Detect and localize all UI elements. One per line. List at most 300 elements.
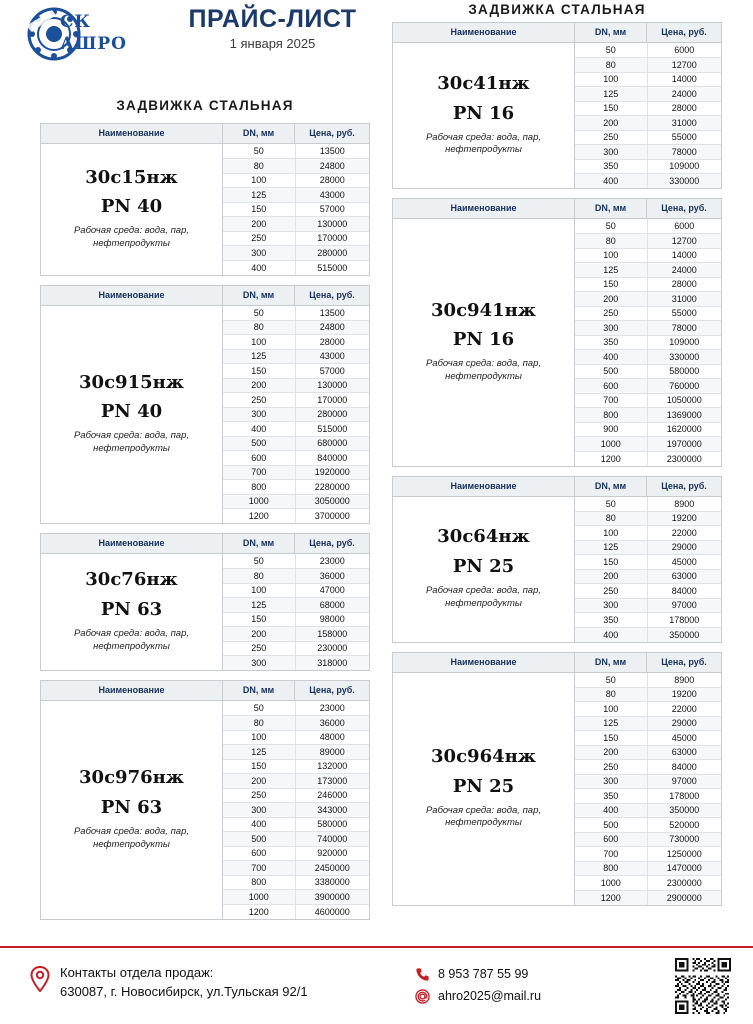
table-row [575,598,721,613]
cell-dn: 200 [575,292,647,307]
table-row [575,540,721,555]
cell-price: 98000 [295,612,369,627]
cell-dn: 700 [575,393,647,408]
cell-dn: 350 [575,613,647,628]
product-block [40,533,370,671]
cell-dn: 50 [575,673,647,688]
product-label-cell [41,306,223,524]
table-row [575,335,721,350]
cell-price: 29000 [647,540,721,555]
cell-dn: 80 [223,569,295,584]
cell-dn: 50 [223,701,295,716]
table-row [575,263,721,278]
product-price-table [575,43,721,188]
cell-price: 31000 [647,292,721,307]
product-media-text: Рабочая среда: вода, пар, нефтепродукты [73,825,190,850]
cell-price: 28000 [295,335,369,350]
cell-dn: 50 [223,306,295,321]
cell-price: 57000 [295,364,369,379]
cell-price: 13500 [295,144,369,159]
cell-price: 28000 [647,277,721,292]
cell-dn: 250 [575,760,647,775]
cell-price: 55000 [647,130,721,145]
product-pressure-rating: PN 16 [452,329,515,351]
table-row [575,760,721,775]
product-model: 30с915нж [79,371,184,393]
cell-dn: 150 [223,612,295,627]
cell-price: 19200 [647,687,721,702]
cell-dn: 125 [223,598,295,613]
cell-price: 78000 [647,145,721,160]
table-header-row [41,124,369,144]
table-row [223,349,369,364]
table-row [575,292,721,307]
cell-dn: 200 [575,745,647,760]
table-row [575,731,721,746]
cell-price: 740000 [295,832,369,847]
cell-dn: 50 [575,497,647,512]
table-row [223,159,369,174]
cell-price: 760000 [647,379,721,394]
cell-dn: 200 [223,774,295,789]
product-body-row [393,497,721,642]
cell-price: 1920000 [295,465,369,480]
cell-price: 43000 [295,188,369,203]
section-heading-right: ЗАДВИЖКА СТАЛЬНАЯ [468,2,646,17]
cell-dn: 80 [223,320,295,335]
cell-dn: 400 [223,260,295,275]
cell-dn: 1200 [575,890,647,905]
column-header-name: Наименование [41,286,223,305]
product-price-table [223,306,369,524]
cell-dn: 800 [575,861,647,876]
cell-dn: 900 [575,422,647,437]
cell-price: 350000 [647,627,721,642]
cell-dn: 100 [575,526,647,541]
column-header-price: Цена, руб. [309,289,355,300]
column-header-price: Цена, руб. [309,538,355,548]
product-label-cell [41,144,223,275]
cell-price: 28000 [295,173,369,188]
column-header-dn: DN, мм [223,124,295,143]
table-row [223,627,369,642]
product-price-table [575,219,721,466]
cell-dn: 400 [575,803,647,818]
column-header-dn: DN, мм [223,534,295,553]
product-media-text: Рабочая среда: вода, пар, нефтепродукты [73,225,190,250]
cell-dn: 100 [223,583,295,598]
cell-price: 130000 [295,378,369,393]
cell-price: 1970000 [647,437,721,452]
table-row [223,451,369,466]
product-media-text: Рабочая среда: вода, пар, нефтепродукты [73,430,190,455]
cell-price: 920000 [295,846,369,861]
cell-price: 580000 [647,364,721,379]
cell-price: 730000 [647,832,721,847]
table-row [575,832,721,847]
table-row [575,584,721,599]
cell-dn: 800 [223,875,295,890]
cell-dn: 600 [223,846,295,861]
product-model: 30с941нж [431,299,536,321]
cell-dn: 1000 [223,494,295,509]
table-row [575,219,721,234]
product-price-table [223,144,369,275]
product-block [40,123,370,276]
cell-price: 280000 [295,246,369,261]
cell-dn: 1000 [575,876,647,891]
table-row [223,202,369,217]
column-header-name: Наименование [393,653,575,672]
product-block [392,198,722,467]
product-media-text: Рабочая среда: вода, пар, нефтепродукты [73,628,190,652]
column-header-price: Цена, руб. [661,27,707,37]
table-row [223,759,369,774]
product-body-row [393,43,721,188]
email-address[interactable]: ahro2025@mail.ru [438,989,542,1003]
cell-dn: 350 [575,789,647,804]
table-row [223,306,369,321]
cell-price: 680000 [295,436,369,451]
table-row [575,437,721,452]
product-model: 30с64нж [437,526,530,548]
product-model: 30с964нж [431,745,536,767]
left-blocks-container [40,123,370,920]
table-row [223,583,369,598]
cell-price: 1050000 [647,393,721,408]
cell-price: 158000 [295,627,369,642]
left-column [40,98,370,929]
right-column [392,22,722,915]
table-row [223,701,369,716]
cell-dn: 700 [223,861,295,876]
cell-price: 12700 [647,58,721,73]
cell-dn: 150 [223,759,295,774]
table-row [223,422,369,437]
cell-dn: 80 [575,511,647,526]
product-block [392,652,722,906]
cell-dn: 250 [223,393,295,408]
cell-dn: 200 [223,627,295,642]
product-body-row [41,701,369,919]
table-row [223,436,369,451]
product-media-text: Рабочая среда: вода, пар, нефтепродукты [425,804,542,829]
column-header-name: Наименование [393,477,575,496]
product-pressure-rating: PN 63 [100,796,163,818]
table-row [223,817,369,832]
table-row [575,803,721,818]
cell-price: 330000 [647,350,721,365]
cell-dn: 250 [575,130,647,145]
table-row [575,702,721,717]
table-row [223,144,369,159]
cell-dn: 50 [575,219,647,234]
phone-email-block [415,964,541,1008]
cell-price: 1250000 [647,847,721,862]
cell-dn: 250 [223,231,295,246]
cell-price: 57000 [295,202,369,217]
cell-price: 170000 [295,393,369,408]
table-row [575,555,721,570]
table-row [223,320,369,335]
cell-price: 43000 [295,349,369,364]
cell-dn: 250 [575,584,647,599]
product-pressure-rating: PN 40 [100,401,163,423]
cell-price: 45000 [647,555,721,570]
table-row [575,569,721,584]
cell-dn: 100 [223,173,295,188]
table-row [575,393,721,408]
column-header-dn: DN, мм [575,199,647,218]
table-row [575,306,721,321]
cell-dn: 300 [223,656,295,671]
product-pressure-rating: PN 40 [100,196,163,218]
cell-price: 3050000 [295,494,369,509]
cell-dn: 250 [575,306,647,321]
cell-dn: 50 [223,144,295,159]
cell-price: 3700000 [314,511,350,521]
product-block [392,476,722,643]
cell-price: 2450000 [295,861,369,876]
product-model: 30с41нж [437,72,530,94]
email-icon [415,989,430,1004]
product-price-table [575,497,721,642]
table-row [575,145,721,160]
table-row [575,716,721,731]
cell-dn: 600 [223,451,295,466]
cell-price: 173000 [295,774,369,789]
cell-dn: 400 [223,422,295,437]
table-row [223,846,369,861]
cell-price: 330000 [647,174,721,189]
table-row [223,774,369,789]
contacts-address: 630087, г. Новосибирск, ул.Тульская 92/1 [60,983,308,999]
table-row [575,451,721,466]
cell-dn: 1200 [223,904,295,919]
cell-price: 19200 [647,511,721,526]
table-row [575,350,721,365]
phone-number[interactable]: 8 953 787 55 99 [438,967,529,981]
table-row [575,847,721,862]
product-price-table [223,701,369,919]
cell-dn: 350 [575,335,647,350]
table-row [575,774,721,789]
cell-dn: 100 [575,702,647,717]
cell-price: 8900 [647,497,721,512]
cell-price: 97000 [647,598,721,613]
table-row [223,364,369,379]
cell-price: 24000 [647,87,721,102]
cell-dn: 300 [575,774,647,789]
cell-price: 1470000 [647,861,721,876]
table-row [575,422,721,437]
cell-dn: 150 [223,364,295,379]
cell-dn: 300 [575,598,647,613]
table-row [223,480,369,495]
cell-dn: 250 [223,641,295,656]
cell-price: 14000 [647,72,721,87]
product-model: 30с15нж [85,166,178,188]
product-media-text: Рабочая среда: вода, пар, нефтепродукты [425,358,542,383]
cell-dn: 350 [575,159,647,174]
cell-dn: 200 [223,378,295,393]
cell-price: 280000 [295,407,369,422]
table-row [575,72,721,87]
table-row [575,818,721,833]
cell-dn: 300 [575,321,647,336]
cell-dn: 500 [223,436,295,451]
cell-dn: 80 [575,58,647,73]
table-row [575,364,721,379]
cell-price: 1369000 [647,408,721,423]
table-header-row [393,199,721,219]
cell-dn: 600 [575,832,647,847]
column-header-price: Цена, руб. [661,480,707,491]
table-row [223,656,369,671]
table-row [575,234,721,249]
cell-price: 24800 [295,320,369,335]
cell-dn: 125 [575,716,647,731]
cell-dn: 80 [575,234,647,249]
table-row [223,832,369,847]
column-header-price: Цена, руб. [661,656,707,667]
table-row [223,217,369,232]
table-row [223,598,369,613]
table-row [575,890,721,905]
column-header-dn: DN, мм [223,681,295,700]
cell-price: 520000 [647,818,721,833]
table-row [223,890,369,905]
cell-price: 84000 [647,760,721,775]
cell-dn: 300 [223,407,295,422]
table-row [575,101,721,116]
cell-price: 2300000 [647,876,721,891]
table-row [575,174,721,189]
cell-dn: 150 [575,555,647,570]
cell-price: 23000 [295,554,369,569]
cell-price: 178000 [647,613,721,628]
product-media-text: Рабочая среда: вода, пар, нефтепродукты [425,585,542,609]
right-blocks-container [392,22,722,906]
table-row [575,511,721,526]
column-header-dn: DN, мм [223,286,295,305]
column-header-name: Наименование [393,23,575,42]
title-block [160,6,385,51]
cell-dn: 125 [575,540,647,555]
table-row [223,788,369,803]
product-block [392,22,722,189]
cell-dn: 50 [575,43,647,58]
table-row [575,613,721,628]
product-body-row [41,554,369,670]
cell-price: 350000 [647,803,721,818]
cell-price: 2900000 [647,890,721,905]
table-row [575,116,721,131]
table-row [223,260,369,275]
cell-price: 22000 [647,526,721,541]
cell-dn: 125 [223,349,295,364]
qr-code[interactable] [675,958,731,1014]
price-date: 1 января 2025 [229,36,316,52]
cell-price: 170000 [295,231,369,246]
cell-dn: 500 [575,364,647,379]
cell-price: 109000 [647,335,721,350]
phone-icon [415,967,430,982]
right-section-heading-wrap [392,2,722,17]
cell-dn: 1200 [575,451,647,466]
cell-price: 22000 [647,702,721,717]
table-row [575,408,721,423]
table-header-row [41,286,369,306]
cell-dn: 250 [223,788,295,803]
table-row [223,730,369,745]
page-title: ПРАЙС-ЛИСТ [188,5,357,33]
table-row [575,379,721,394]
cell-price: 84000 [647,584,721,599]
cell-price: 63000 [647,569,721,584]
table-row [223,861,369,876]
cell-price: 343000 [295,803,369,818]
table-row [223,246,369,261]
cell-dn: 300 [223,246,295,261]
product-model: 30с76нж [85,569,178,591]
cell-price: 24800 [295,159,369,174]
contacts-title: Контакты отдела продаж: [60,965,214,980]
column-header-dn: DN, мм [575,477,647,496]
table-row [223,745,369,760]
cell-price: 31000 [647,116,721,131]
table-row [575,673,721,688]
cell-price: 3900000 [295,890,369,905]
product-body-row [41,306,369,524]
cell-dn: 150 [575,101,647,116]
cell-dn: 400 [223,817,295,832]
cell-price: 8900 [647,673,721,688]
logo-text-line2: АШРО [60,34,127,54]
location-pin-icon [30,966,50,997]
cell-price: 109000 [647,159,721,174]
table-row [223,173,369,188]
table-row [575,248,721,263]
cell-dn: 500 [223,832,295,847]
cell-dn: 100 [223,335,295,350]
cell-price: 45000 [647,731,721,746]
table-row [575,745,721,760]
cell-dn: 400 [575,350,647,365]
cell-dn: 200 [575,569,647,584]
cell-dn: 125 [223,188,295,203]
column-header-dn: DN, мм [575,653,647,672]
product-label-cell [393,673,575,905]
column-header-name: Наименование [393,199,575,218]
table-row [575,277,721,292]
table-header-row [393,653,721,673]
table-row [223,509,369,524]
cell-dn: 125 [223,745,295,760]
cell-price: 29000 [647,716,721,731]
table-row [223,407,369,422]
table-row [223,904,369,919]
table-row [575,43,721,58]
cell-price: 6000 [647,219,721,234]
cell-price: 178000 [647,789,721,804]
table-row [575,687,721,702]
cell-dn: 80 [575,687,647,702]
logo-text-line1: СК [60,12,91,32]
column-header-price: Цена, руб. [661,203,707,213]
table-row [223,231,369,246]
cell-dn: 500 [575,818,647,833]
